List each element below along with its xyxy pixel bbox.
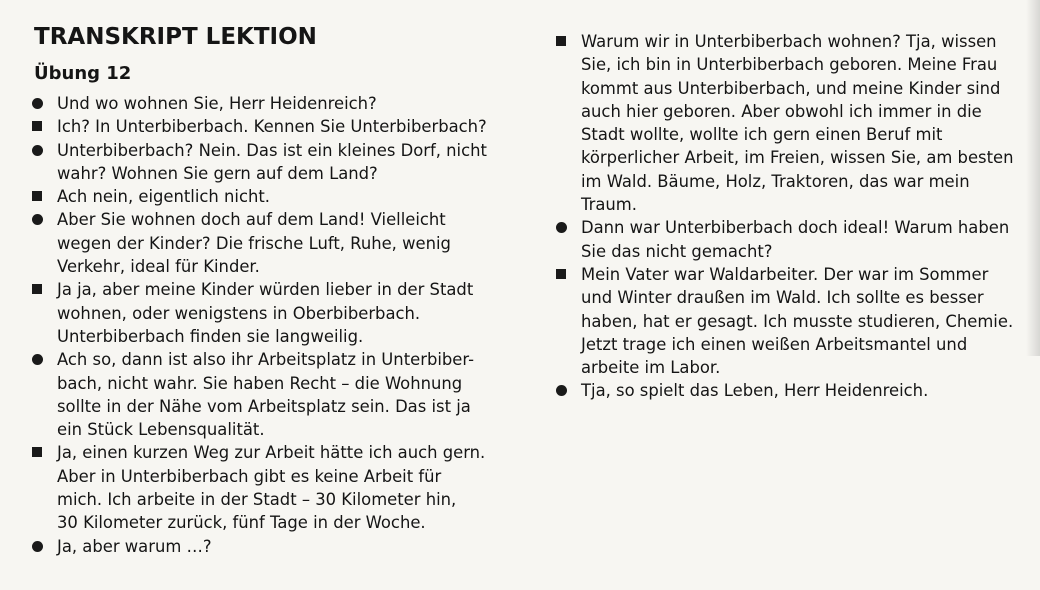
dialogue-text: wegen der Kinder? Die frische Luft, Ruhe, wenig [57, 233, 451, 253]
dialogue-line [28, 115, 528, 138]
dialogue-text: Ich? In Unterbiberbach. Kennen Sie Unterbiberbach? [57, 117, 487, 137]
dialogue-text: körperlicher Arbeit, im Freien, wissen Sie, am besten [581, 148, 1014, 168]
page-title: TRANSKRIPT LEKTION [34, 24, 317, 50]
dialogue-text: 30 Kilometer zurück, fünf Tage in der Woche. [57, 513, 426, 533]
dialogue-text: kommt aus Unterbiberbach, und meine Kinder sind [581, 78, 1001, 98]
dialogue-line [552, 216, 1036, 263]
square-bullet-icon [32, 191, 42, 201]
square-bullet-icon [556, 36, 566, 46]
dialogue-text: Mein Vater war Waldarbeiter. Der war im Sommer [581, 264, 989, 284]
dialogue-line [28, 208, 528, 278]
dialogue-text: Sie, ich bin in Unterbiberbach geboren. Meine Frau [581, 55, 998, 75]
dialogue-line [28, 185, 528, 208]
square-bullet-icon [556, 269, 566, 279]
dialogue-text: Warum wir in Unterbiberbach wohnen? Tja, wissen [581, 32, 997, 51]
dialogue-text: Ja, einen kurzen Weg zur Arbeit hätte ich auch gern. [57, 443, 486, 463]
dialogue-text: wahr? Wohnen Sie gern auf dem Land? [57, 163, 378, 183]
dialogue-text: bach, nicht wahr. Sie haben Recht – die Wohnung [57, 373, 463, 393]
round-bullet-icon [32, 354, 43, 365]
dialogue-text: Und wo wohnen Sie, Herr Heidenreich? [57, 94, 377, 113]
round-bullet-icon [32, 214, 43, 225]
dialogue-text: Sie das nicht gemacht? [581, 241, 773, 261]
dialogue-text: Jetzt trage ich einen weißen Arbeitsmantel und [581, 334, 968, 354]
dialogue-text: mich. Ich arbeite in der Stadt – 30 Kilometer hin, [57, 490, 457, 510]
dialogue-text: Tja, so spielt das Leben, Herr Heidenreich. [581, 381, 929, 401]
dialogue-line [28, 92, 528, 115]
dialogue-line [28, 139, 528, 186]
dialogue-text: arbeite im Labor. [581, 358, 721, 378]
dialogue-text: Unterbiberbach finden sie langweilig. [57, 326, 364, 346]
round-bullet-icon [32, 145, 43, 156]
dialogue-text: auch hier geboren. Aber obwohl ich immer in die [581, 101, 982, 121]
dialogue-text: Dann war Unterbiberbach doch ideal! Warum haben [581, 218, 1010, 238]
dialogue-line [28, 278, 528, 348]
dialogue-text: Ach nein, eigentlich nicht. [57, 187, 271, 207]
round-bullet-icon [32, 98, 43, 109]
dialogue-line [552, 263, 1036, 379]
dialogue-line [28, 441, 528, 534]
dialogue-text: Ach so, dann ist also ihr Arbeitsplatz in Unterbiber- [57, 350, 474, 370]
dialogue-text: Stadt wollte, wollte ich gern einen Beruf mit [581, 125, 943, 145]
dialogue-text: ein Stück Lebensqualität. [57, 420, 265, 440]
exercise-heading: Übung 12 [34, 63, 132, 84]
dialogue-line [552, 30, 1036, 216]
square-bullet-icon [32, 121, 42, 131]
dialogue-text: Aber in Unterbiberbach gibt es keine Arbeit für [57, 466, 442, 486]
square-bullet-icon [32, 284, 42, 294]
left-column [28, 22, 528, 558]
dialogue-text: im Wald. Bäume, Holz, Traktoren, das war mein [581, 171, 970, 191]
dialogue-text: Traum. [581, 195, 637, 215]
left-dialogue-list [28, 92, 528, 558]
dialogue-text: haben, hat er gesagt. Ich musste studieren, Chemie. [581, 311, 1014, 331]
dialogue-text: sollte in der Nähe vom Arbeitsplatz sein. Das ist ja [57, 396, 471, 416]
dialogue-text: wohnen, oder wenigstens in Oberbiberbach. [57, 303, 421, 323]
right-column [552, 30, 1036, 403]
dialogue-line [28, 348, 528, 441]
dialogue-text: Ja, aber warum …? [57, 536, 212, 556]
dialogue-line [552, 379, 1036, 402]
dialogue-text: Aber Sie wohnen doch auf dem Land! Vielleicht [57, 210, 446, 230]
dialogue-text: Unterbiberbach? Nein. Das ist ein kleines Dorf, nicht [57, 140, 487, 160]
round-bullet-icon [32, 541, 43, 552]
round-bullet-icon [556, 222, 567, 233]
right-dialogue-list [552, 30, 1036, 403]
dialogue-text: Ja ja, aber meine Kinder würden lieber in der Stadt [57, 280, 474, 300]
round-bullet-icon [556, 385, 567, 396]
dialogue-text: Verkehr, ideal für Kinder. [57, 257, 260, 277]
dialogue-text: und Winter draußen im Wald. Ich sollte es besser [581, 288, 984, 308]
square-bullet-icon [32, 447, 42, 457]
dialogue-line [28, 535, 528, 558]
